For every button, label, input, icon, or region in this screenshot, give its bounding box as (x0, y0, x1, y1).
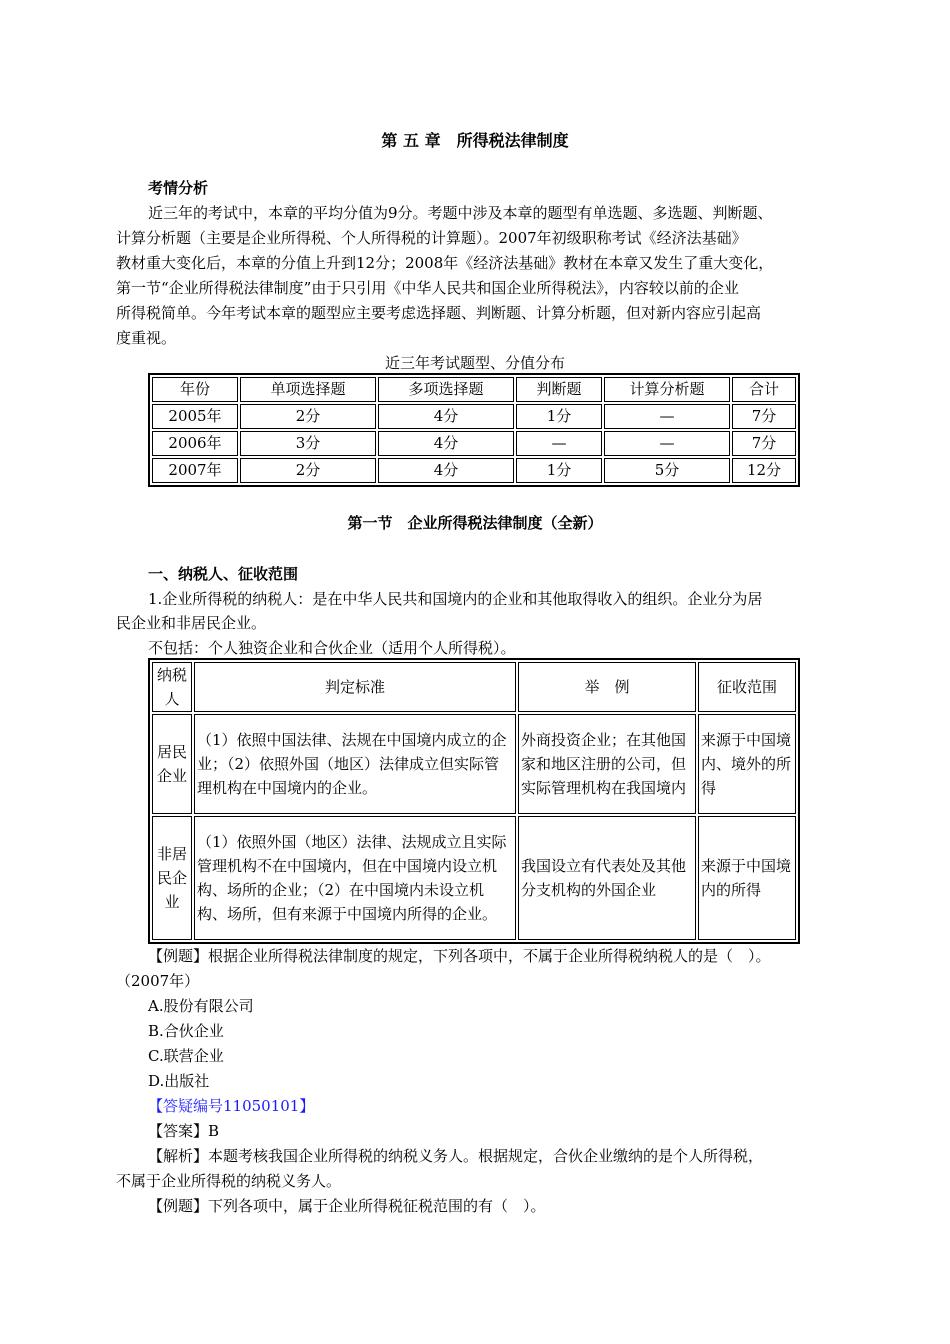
table-cell: 2005年 (152, 404, 238, 429)
table-cell-example: 我国设立有代表处及其他分支机构的外国企业 (518, 816, 696, 940)
table-header-cell: 单项选择题 (240, 377, 376, 402)
analysis-line: 计算分析题（主要是企业所得税、个人所得税的计算题）。2007年初级职称考试《经济法基础》 (116, 229, 747, 247)
body-text-line: 1.企业所得税的纳税人：是在中华人民共和国境内的企业和其他取得收入的组织。企业分为居 (148, 590, 763, 608)
table-cell: 2006年 (152, 431, 238, 456)
table-cell: 1分 (516, 458, 602, 483)
table-cell-taxpayer-type: 居民企业 (152, 714, 192, 814)
analysis-line: 近三年的考试中，本章的平均分值为9分。考题中涉及本章的题型有单选题、多选题、判断题、 (148, 204, 773, 222)
analysis-heading: 考情分析 (148, 179, 209, 197)
analysis-text: 不属于企业所得税的纳税义务人。 (116, 1172, 342, 1190)
table-cell-example: 外商投资企业；在其他国家和地区注册的公司，但实际管理机构在我国境内 (518, 714, 696, 814)
table-header-cell: 征收范围 (698, 662, 796, 712)
table-cell: 1分 (516, 404, 602, 429)
table-header-cell: 多项选择题 (378, 377, 514, 402)
table-header-row (152, 662, 796, 712)
table-cell-scope: 来源于中国境内、境外的所得 (698, 714, 796, 814)
table-header-cell: 年份 (152, 377, 238, 402)
qa-code-link[interactable]: 【答疑编号11050101】 (148, 1097, 315, 1115)
option-a: A.股份有限公司 (148, 997, 254, 1015)
table-cell: 4分 (378, 458, 514, 483)
analysis-line: 教材重大变化后，本章的分值上升到12分；2008年《经济法基础》教材在本章又发生了重大变化， (116, 254, 774, 272)
table-header-row (152, 377, 796, 402)
table-header-cell: 判定标准 (194, 662, 516, 712)
table-header-cell: 举 例 (518, 662, 696, 712)
taxpayer-table (148, 658, 800, 944)
table-row (152, 431, 796, 456)
table-cell-scope: 来源于中国境内的所得 (698, 816, 796, 940)
table-header-cell: 判断题 (516, 377, 602, 402)
table-cell: — (604, 431, 730, 456)
option-b: B.合伙企业 (148, 1022, 224, 1040)
answer: 【答案】B (148, 1122, 220, 1140)
table-cell: 2分 (240, 404, 376, 429)
table-cell: 4分 (378, 404, 514, 429)
table-header-cell: 合计 (732, 377, 796, 402)
table-cell: 4分 (378, 431, 514, 456)
table-header-cell: 纳税人 (152, 662, 192, 712)
chapter-title: 第 五 章 所得税法律制度 (381, 131, 569, 150)
body-text-line: 不包括：个人独资企业和合伙企业（适用个人所得税）。 (148, 639, 516, 657)
example-question: 【例题】下列各项中，属于企业所得税征税范围的有（ ）。 (148, 1197, 546, 1215)
table-cell-taxpayer-type: 非居民企业 (152, 816, 192, 940)
analysis-line: 度重视。 (116, 329, 177, 347)
table-cell: 2007年 (152, 458, 238, 483)
section-title: 第一节 企业所得税法律制度（全新） (347, 514, 603, 532)
table-row (152, 404, 796, 429)
table-cell-criteria: （1）依照外国（地区）法律、法规成立且实际管理机构不在中国境内，但在中国境内设立机构、场所的企业；（2）在中国境内未设立机构、场所，但有来源于中国境内所得的企业。 (194, 816, 516, 940)
table-cell: 2分 (240, 458, 376, 483)
table-cell: 12分 (732, 458, 796, 483)
example-question: 【例题】根据企业所得税法律制度的规定，下列各项中，不属于企业所得税纳税人的是（ ）。 (148, 947, 771, 965)
table-row (152, 458, 796, 483)
example-question-year: （2007年） (116, 972, 200, 990)
option-d: D.出版社 (148, 1072, 210, 1090)
option-c: C.联营企业 (148, 1047, 224, 1065)
subsection-title: 一、纳税人、征收范围 (148, 565, 299, 583)
table-cell: — (604, 404, 730, 429)
score-table (148, 373, 800, 487)
analysis-text: 【解析】本题考核我国企业所得税的纳税义务人。根据规定，合伙企业缴纳的是个人所得税， (148, 1147, 764, 1165)
body-text-line: 民企业和非居民企业。 (116, 614, 267, 632)
table-row (152, 816, 796, 940)
analysis-line: 所得税简单。今年考试本章的题型应主要考虑选择题、判断题、计算分析题，但对新内容应引起高 (116, 304, 762, 322)
table-cell: 5分 (604, 458, 730, 483)
table-cell: 7分 (732, 404, 796, 429)
table-cell: 7分 (732, 431, 796, 456)
table-cell: 3分 (240, 431, 376, 456)
table-header-cell: 计算分析题 (604, 377, 730, 402)
table-cell-criteria: （1）依照中国法律、法规在中国境内成立的企业；（2）依照外国（地区）法律成立但实际管理机构在中国境内的企业。 (194, 714, 516, 814)
table-row (152, 714, 796, 814)
score-table-caption: 近三年考试题型、分值分布 (384, 354, 565, 372)
table-cell: — (516, 431, 602, 456)
analysis-line: 第一节“企业所得税法律制度”由于只引用《中华人民共和国企业所得税法》，内容较以前的企业 (116, 279, 739, 297)
